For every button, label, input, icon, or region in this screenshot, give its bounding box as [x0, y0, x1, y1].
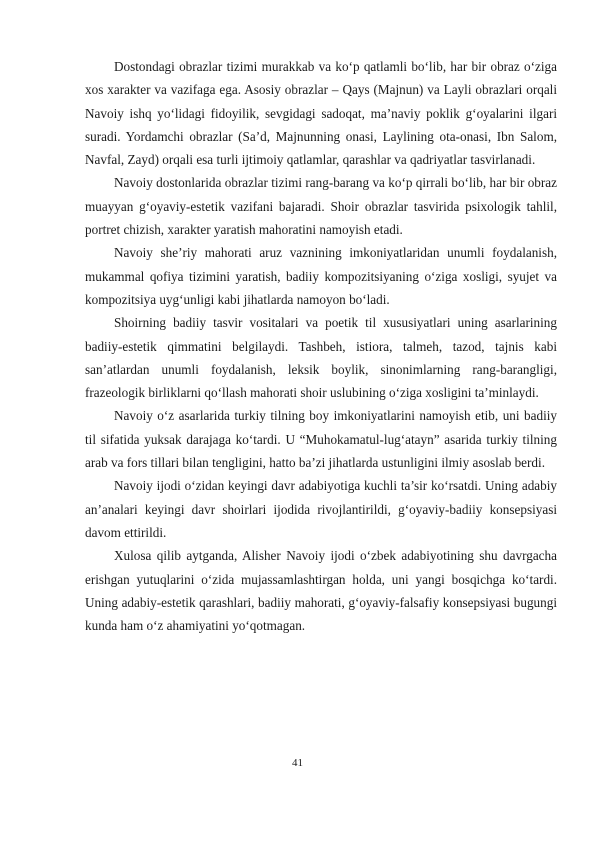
- paragraph-sheriy-mahorat: Navoiy she’riy mahorati aruz vaznining imkoniyatlaridan unumli foydalanish, mukammal qofiya tizimini yaratish, badiiy kompozitsiyaning o‘ziga xosligi, syujet va kompozitsiya uyg‘unligi kabi jihatlarda namoyon bo‘ladi.: [85, 245, 557, 307]
- page-text-body: [85, 55, 557, 637]
- paragraph-badiiy-tasvir: Shoirning badiiy tasvir vositalari va poetik til xususiyatlari uning asarlarining badiiy-estetik qimmatini belgilaydi. Tashbeh, istiora, talmeh, tazod, tajnis kabi san’atlardan unumli foydalanish, leksik boylik, sinonimlarning rang-barangligi, frazeologik birliklarni qo‘llash mahorati shoir uslubining o‘ziga xosligini ta’minlaydi.: [85, 315, 557, 401]
- paragraph-xulosa: Xulosa qilib aytganda, Alisher Navoiy ijodi o‘zbek adabiyotining shu davrgacha erishgan yutuqlarini o‘zida mujassamlashtirgan holda, uni yangi bosqichga ko‘tardi. Uning adabiy-estetik qarashlari, badiiy mahorati, g‘oyaviy-falsafiy konsepsiyasi bugungi kunda ham o‘z ahamiyatini yo‘qotmagan.: [85, 548, 557, 634]
- paragraph-turkiy-til: Navoiy o‘z asarlarida turkiy tilning boy imkoniyatlarini namoyish etib, uni badiiy til sifatida yuksak darajaga ko‘tardi. U “Muhokamatul-lug‘atayn” asarida turkiy tilning arab va fors tillari bilan tengligini, hatto ba’zi jihatlarda ustunligini ilmiy asoslab berdi.: [85, 408, 557, 471]
- paragraph-tasir: Navoiy ijodi o‘zidan keyingi davr adabiyotiga kuchli ta’sir ko‘rsatdi. Uning adabiy an’analari keyingi davr shoirlari ijodida rivojlantirildi, g‘oyaviy-badiiy konsepsiyasi davom ettirildi.: [85, 478, 557, 540]
- paragraph-navoiy-dostonlari: Navoiy dostonlarida obrazlar tizimi rang-barang va ko‘p qirrali bo‘lib, har bir obraz muayyan g‘oyaviy-estetik vazifani bajaradi. Shoir obrazlar tasvirida psixologik tahlil, portret chizish, xarakter yaratish mahoratini namoyish etadi.: [85, 175, 557, 238]
- page-number: 41: [292, 757, 303, 769]
- paragraph-obrazlar-tizimi: Dostondagi obrazlar tizimi murakkab va ko‘p qatlamli bo‘lib, har bir obraz o‘ziga xos xarakter va vazifaga ega. Asosiy obrazlar – Qays (Majnun) va Layli obrazlari orqali Navoiy ishq yo‘lidagi fidoyilik, sevgidagi sadoqat, ma’naviy poklik g‘oyalarini ilgari suradi. Yordamchi obrazlar (Sa’d, Majnunning onasi, Laylining ota-onasi, Ibn Salom, Navfal, Zayd) orqali esa turli ijtimoiy qatlamlar, qarashlar va qadriyatlar tasvirlanadi.: [85, 59, 557, 168]
